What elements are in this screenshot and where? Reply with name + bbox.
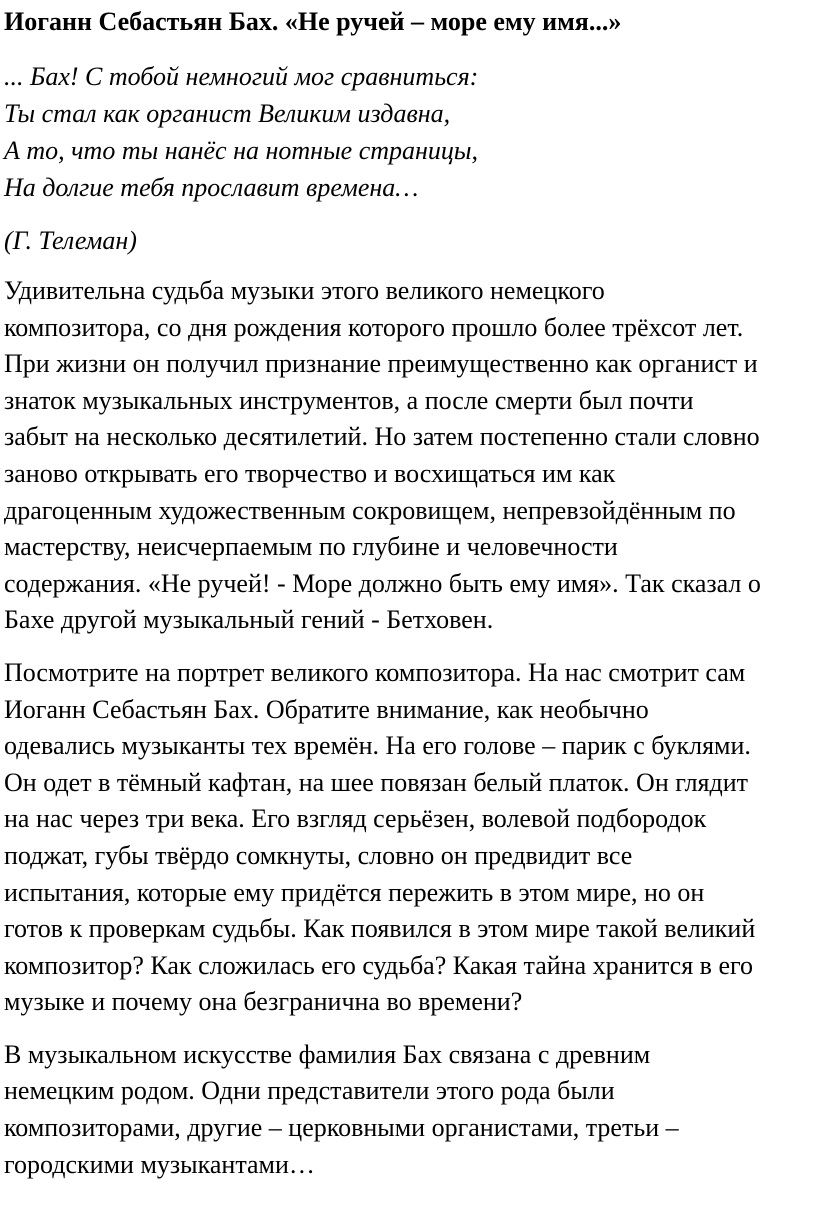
- paragraph-line: знаток музыкальных инструментов, а после смерти был почти: [4, 385, 694, 415]
- epigraph-line: А то, что ты нанёс на нотные страницы,: [4, 136, 479, 165]
- paragraph-line: забыт на несколько десятилетий. Но затем постепенно стали словно: [4, 422, 760, 452]
- epigraph-line: Ты стал как органист Великим издавна,: [4, 99, 451, 128]
- paragraph-line: драгоценным художественным сокровищем, непревзойдённым по: [4, 495, 736, 525]
- epigraph-author: (Г. Телеман): [4, 226, 137, 255]
- paragraph-line: Удивительна судьба музыки этого великого немецкого: [4, 276, 605, 305]
- paragraph-line: композитор? Как сложилась его судьба? Какая тайна хранится в его: [4, 950, 754, 980]
- paragraph-2: [4, 655, 814, 1021]
- paragraph-line: немецким родом. Одни представители этого рода были: [4, 1076, 615, 1106]
- paragraph-line: мастерству, неисчерпаемым по глубине и человечности: [4, 532, 618, 562]
- paragraph-line: При жизни он получил признание преимущественно как органист и: [4, 349, 758, 379]
- paragraph-line: В музыкальном искусстве фамилия Бах связана с древним: [4, 1039, 651, 1069]
- paragraph-line: поджат, губы твёрдо сомкнуты, словно он предвидит все: [4, 840, 633, 870]
- paragraph-line: заново открывать его творчество и восхищаться им как: [4, 458, 616, 488]
- paragraph-line: композиторами, другие – церковными органистами, третьи –: [4, 1113, 679, 1143]
- document-title: Иоганн Себастьян Бах. «Не ручей – море ему имя...»: [4, 7, 622, 36]
- paragraph-line: Иоганн Себастьян Бах. Обратите внимание, как необычно: [4, 694, 649, 724]
- paragraph-line: на нас через три века. Его взгляд серьёзен, волевой подбородок: [4, 804, 707, 834]
- paragraph-line: городскими музыкантами…: [4, 1149, 315, 1179]
- document-page: [4, 4, 814, 1199]
- paragraph-line: Бахе другой музыкальный гений - Бетховен.: [4, 605, 494, 635]
- epigraph-line: На долгие тебя прославит времена…: [4, 173, 419, 202]
- epigraph-line: ... Бах! С тобой немногий мог сравниться:: [4, 62, 479, 91]
- paragraph-line: композитора, со дня рождения которого прошло более трёхсот лет.: [4, 312, 744, 342]
- paragraph-line: Посмотрите на портрет великого композитора. На нас смотрит сам: [4, 657, 746, 687]
- epigraph: [4, 58, 814, 206]
- paragraph-1: [4, 273, 814, 639]
- paragraph-line: готов к проверкам судьбы. Как появился в этом мире такой великий: [4, 914, 756, 944]
- paragraph-line: одевались музыканты тех времён. На его голове – парик с буклями.: [4, 731, 751, 761]
- paragraph-3: [4, 1037, 814, 1183]
- paragraph-line: Он одет в тёмный кафтан, на шее повязан белый платок. Он глядит: [4, 767, 749, 797]
- paragraph-line: музыке и почему она безгранична во времени?: [4, 987, 523, 1017]
- paragraph-line: испытания, которые ему придётся пережить в этом мире, но он: [4, 877, 705, 907]
- paragraph-line: содержания. «Не ручей! - Море должно быть ему имя». Так сказал о: [4, 568, 761, 598]
